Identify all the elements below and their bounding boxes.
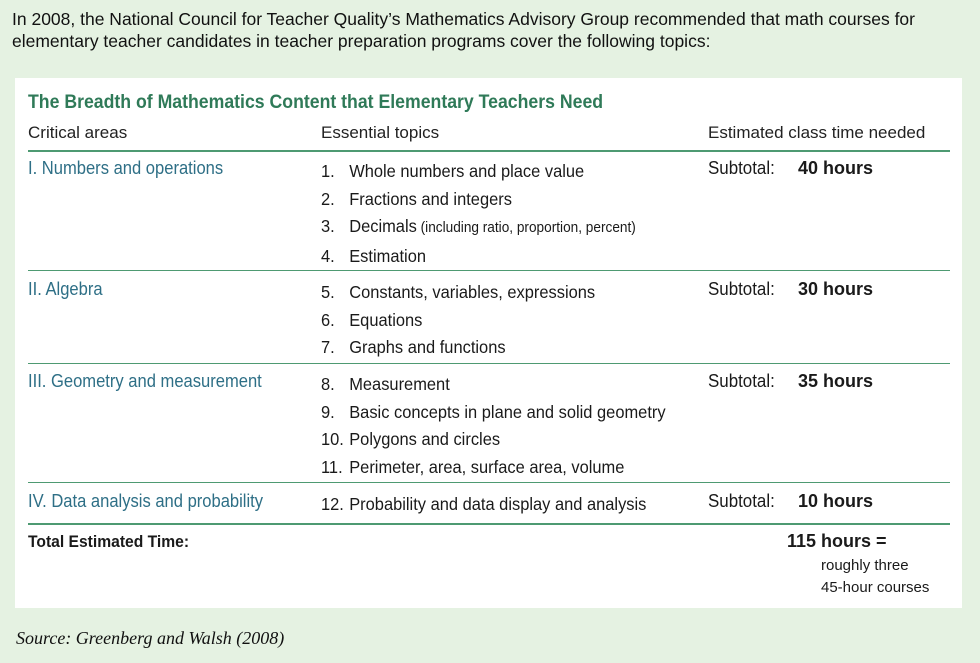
- critical-area-label: IV. Data analysis and probability: [28, 491, 264, 511]
- critical-area-label: III. Geometry and measurement: [28, 371, 262, 391]
- intro-paragraph: In 2008, the National Council for Teacher Quality’s Mathematics Advisory Group recommended that math courses for elementary teacher candidates in teacher preparation programs cover the following topics:: [12, 9, 915, 51]
- critical-area-label: II. Algebra: [28, 279, 103, 299]
- source-citation: Source: Greenberg and Walsh (2008): [16, 628, 285, 648]
- total-divider: [28, 523, 950, 525]
- topic-list: [321, 491, 667, 519]
- header-essential-topics: Essential topics: [321, 123, 440, 142]
- topic-note: (including ratio, proportion, percent): [416, 220, 636, 236]
- list-item: 7. Graphs and functions: [321, 337, 506, 357]
- topic-list: [321, 371, 688, 481]
- topics-table-panel: [15, 78, 962, 608]
- total-note: [821, 555, 929, 599]
- subtotal: Subtotal: 35 hours: [708, 371, 874, 391]
- list-item: 12. Probability and data display and analysis: [321, 494, 647, 514]
- header-critical-areas: Critical areas: [28, 123, 128, 142]
- row-divider: [28, 270, 950, 271]
- list-item: 10. Polygons and circles: [321, 429, 501, 449]
- row-divider: [28, 363, 950, 364]
- row-divider: [28, 482, 950, 483]
- list-item: 11. Perimeter, area, surface area, volume: [321, 456, 625, 477]
- total-label: Total Estimated Time:: [28, 532, 190, 551]
- subtotal: Subtotal: 40 hours: [708, 158, 874, 178]
- total-note-line: 45-hour courses: [821, 579, 930, 596]
- list-item: 9. Basic concepts in plane and solid geometry: [321, 401, 666, 422]
- total-value: 115 hours =: [787, 531, 887, 551]
- topic-list: [321, 158, 656, 270]
- list-item: 4. Estimation: [321, 245, 427, 266]
- table-title: The Breadth of Mathematics Content that Elementary Teachers Need: [28, 92, 604, 113]
- total-note-line: roughly three: [821, 557, 909, 574]
- list-item: 1. Whole numbers and place value: [321, 161, 585, 181]
- list-item: 3. Decimals (including ratio, proportion, percent): [321, 216, 636, 236]
- list-item: 6. Equations: [321, 309, 423, 330]
- header-divider: [28, 150, 950, 152]
- subtotal: Subtotal: 30 hours: [708, 279, 874, 299]
- subtotal: Subtotal: 10 hours: [708, 491, 874, 511]
- header-estimated-time: Estimated class time needed: [708, 123, 926, 142]
- critical-area-label: I. Numbers and operations: [28, 158, 224, 178]
- list-item: 5. Constants, variables, expressions: [321, 282, 596, 302]
- list-item: 8. Measurement: [321, 374, 450, 394]
- topic-list: [321, 279, 613, 362]
- list-item: 2. Fractions and integers: [321, 188, 512, 209]
